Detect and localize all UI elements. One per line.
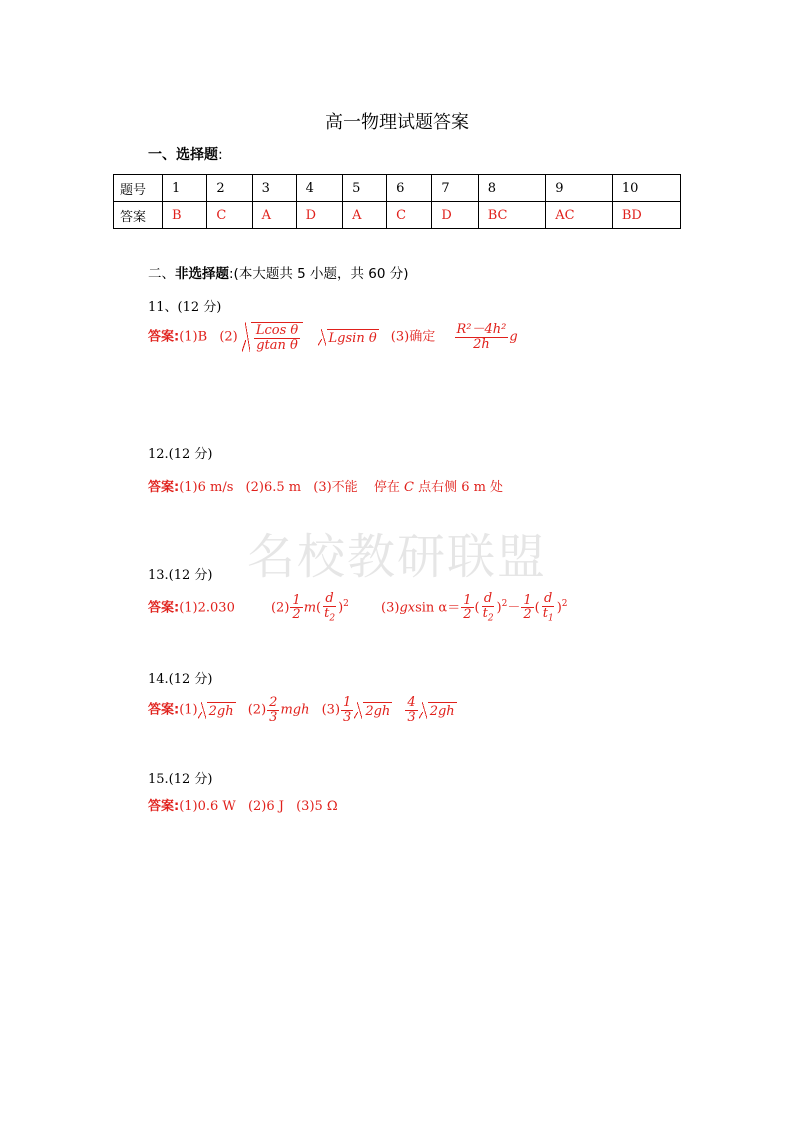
answer-cell: C (387, 202, 432, 229)
question-13-answer: 答案:(1)2.030 (2) $\frac{1}{2}$ m( $\frac{d}{t_2}$ )$^2$ (3)gxsin α＝ $\frac{1}{2}$ ( $\frac{d}{t_2}$ )$^2$－ $\frac{1}{2}$ ( $\frac{d}{t_1}$ )$^2$ (148, 591, 568, 624)
question-13-heading: 13.(12 分) (148, 568, 213, 583)
table-cell: 2 (207, 175, 252, 202)
table-cell: 10 (612, 175, 680, 202)
answer-cell: BD (612, 202, 680, 229)
table-cell: 8 (478, 175, 546, 202)
table-cell: 5 (343, 175, 387, 202)
table-cell: 6 (387, 175, 432, 202)
table-cell: 3 (252, 175, 296, 202)
answer-cell: BC (478, 202, 546, 229)
answer-table (113, 174, 681, 229)
table-cell: 4 (296, 175, 342, 202)
radical: $\frac{\text{Lcos θ}}{\text{gtan θ}}$ (242, 322, 303, 352)
radical: Lgsin θ (318, 329, 379, 346)
section1-heading: 一、选择题: (148, 147, 223, 163)
question-12-answer: 答案:(1)6 m/s (2)6.5 m (3)不能 停在 C 点右侧 6 m 处 (148, 480, 504, 495)
question-14-heading: 14.(12 分) (148, 672, 213, 687)
question-14-answer: 答案:(1) 2gh (2) $\frac{2}{3}$ mgh (3) $\frac{1}{3}$ 2gh $\frac{4}{3}$ 2gh (148, 695, 455, 725)
answer-cell: B (163, 202, 207, 229)
table-cell: 1 (163, 175, 207, 202)
fraction: $\frac{\text{R²－4h²}}{2h}$ (456, 322, 507, 352)
answer-cell: AC (546, 202, 613, 229)
watermark: 名校教研联盟 (246, 529, 547, 585)
answer-cell: A (252, 202, 296, 229)
table-cell: 7 (432, 175, 478, 202)
answer-cell: C (207, 202, 252, 229)
question-12-heading: 12.(12 分) (148, 447, 213, 462)
table-cell: 9 (546, 175, 613, 202)
page-title: 高一物理试题答案 (325, 112, 469, 133)
answer-cell: D (432, 202, 478, 229)
question-15-heading: 15.(12 分) (148, 772, 213, 787)
question-11-heading: 11、(12 分) (148, 300, 222, 315)
table-row (114, 175, 681, 202)
row-header-answer: 答案 (114, 202, 163, 229)
row-header-number: 题号 (114, 175, 163, 202)
table-row (114, 202, 681, 229)
question-11-answer: 答案:(1)B (2) $\frac{\text{Lcos θ}}{\text{gtan θ}}$ Lgsin θ (3)确定 $\frac{\text{R²－4h²}}{2h}$ g (148, 322, 518, 353)
answer-cell: D (296, 202, 342, 229)
question-15-answer: 答案:(1)0.6 W (2)6 J (3)5 Ω (148, 799, 338, 814)
answer-cell: A (343, 202, 387, 229)
section2-heading: 二、非选择题:(本大题共 5 小题，共 60 分) (148, 266, 409, 282)
